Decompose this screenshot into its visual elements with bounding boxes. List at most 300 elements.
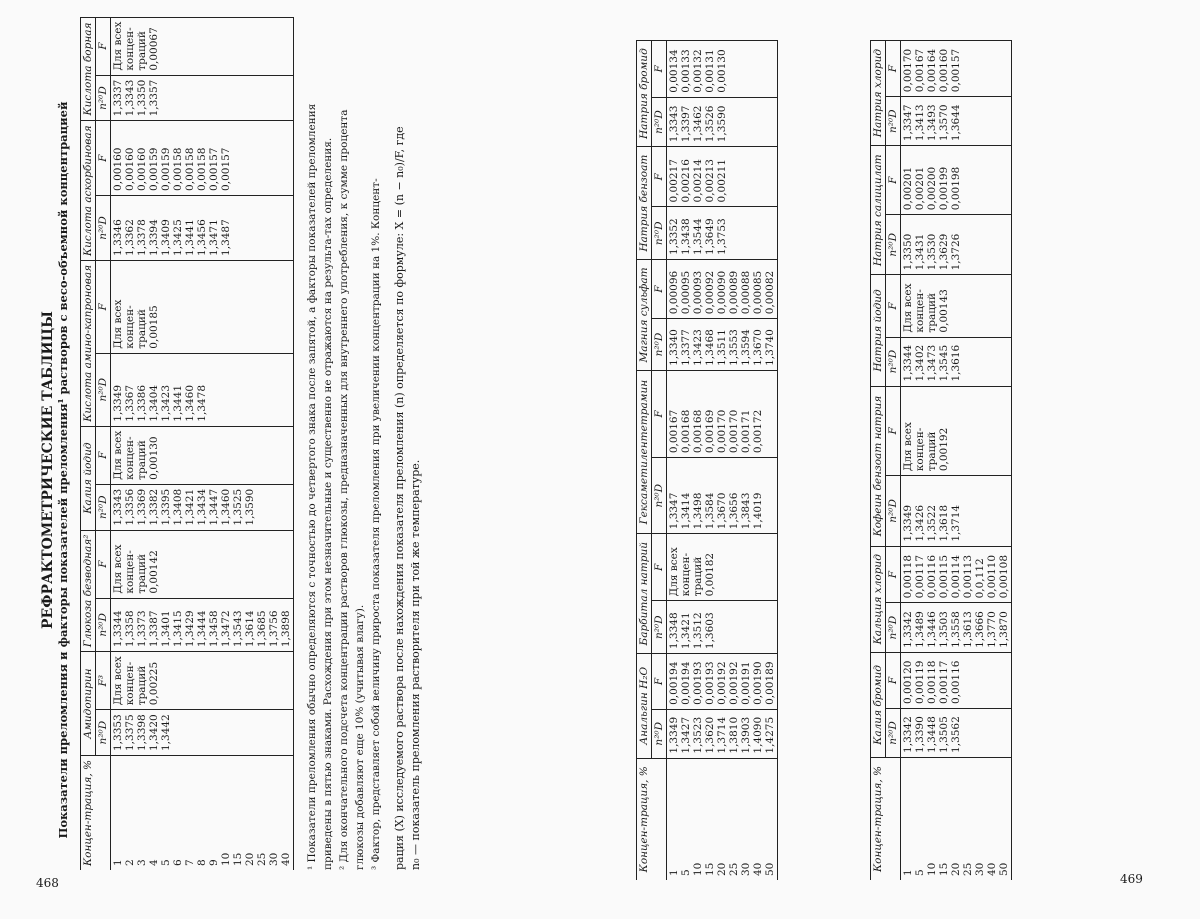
cell-value: 1,3456: [196, 219, 208, 256]
nd-column-lines: [902, 101, 962, 141]
nd-header: n²⁰D: [886, 708, 901, 757]
cell-value: 10: [220, 852, 232, 866]
nd-column: [111, 75, 294, 121]
cell-value: 0,00160: [112, 147, 124, 191]
cell-value: 0,00164: [926, 48, 938, 93]
f-column-lines: [902, 551, 1010, 599]
f-header: F: [652, 260, 667, 319]
cell-value: 0,00167: [668, 409, 680, 454]
cell-value: 0,00192: [728, 661, 740, 705]
f-column-lines: [112, 22, 160, 71]
cell-value: 0,00168: [692, 409, 704, 454]
page-number-left: 468: [36, 876, 59, 890]
cell-value: траций: [136, 440, 148, 480]
cell-value: 1,3414: [680, 492, 692, 530]
nd-column-lines: [668, 102, 728, 142]
cell-value: 0,00168: [680, 409, 692, 454]
cell-value: 0,00172: [752, 409, 764, 454]
cell-value: 1,3421: [184, 488, 196, 526]
f-column: [111, 260, 294, 353]
cell-value: 40: [986, 862, 998, 876]
table-row: [111, 17, 294, 870]
nd-header: n²⁰D: [96, 75, 111, 121]
cell-value: 0,00170: [902, 48, 914, 93]
f-column: [667, 534, 778, 601]
cell-value: 1,4019: [752, 492, 764, 530]
nd-column: [111, 353, 294, 426]
f-column: [667, 147, 778, 207]
cell-value: 0,00119: [914, 660, 926, 704]
cell-value: 1,3656: [728, 492, 740, 530]
nd-column: [901, 337, 1012, 386]
cell-value: 0,00191: [740, 661, 752, 705]
f-column: [111, 426, 294, 484]
cell-value: 1,3525: [232, 488, 244, 526]
cell-value: 1,3377: [680, 329, 692, 366]
cell-value: 1,3458: [208, 610, 220, 648]
cell-value: 0,00096: [668, 270, 680, 315]
nd-column: [667, 207, 778, 260]
cell-value: 0,00190: [752, 661, 764, 705]
cell-value: концен-: [124, 436, 136, 480]
cell-value: 1,3562: [950, 716, 962, 753]
cell-value: концен-: [680, 552, 692, 597]
cell-value: 0,00182: [704, 552, 716, 597]
nd-column: [901, 476, 1012, 547]
cell-value: 1,3512: [692, 612, 704, 650]
cell-value: 1,3493: [926, 104, 938, 142]
cell-value: 1,3386: [136, 384, 148, 422]
cell-value: 0,00160: [124, 147, 136, 191]
cell-value: 0,00169: [704, 409, 716, 454]
nd-column-lines: [902, 342, 962, 382]
cell-value: 0,00131: [704, 49, 716, 93]
cell-value: 1,3426: [914, 504, 926, 542]
f-column-lines: [112, 431, 160, 480]
f-header: F: [96, 260, 111, 353]
cell-value: 5: [914, 869, 926, 876]
cell-value: 1,3394: [148, 219, 160, 256]
cell-value: 1,3511: [716, 329, 728, 366]
cell-value: 1,3420: [148, 714, 160, 751]
conc-column-lines: [112, 760, 292, 866]
f-column: [667, 41, 778, 98]
refraction-table-2: [636, 40, 778, 880]
cell-value: 1,3425: [172, 219, 184, 256]
f-column: [901, 146, 1012, 215]
cell-value: 0,00143: [938, 289, 950, 333]
cell-value: траций: [926, 431, 938, 472]
cell-value: 1,3670: [752, 329, 764, 366]
f-header: F: [96, 426, 111, 484]
cell-value: Для всех: [902, 283, 914, 333]
nd-column: [111, 195, 294, 260]
cell-value: 1,3644: [950, 104, 962, 142]
cell-value: Для всех: [668, 547, 680, 597]
cell-value: 1,3347: [902, 104, 914, 142]
conc-column-lines: [902, 762, 1010, 876]
cell-value: 0,00092: [704, 270, 716, 315]
cell-value: 1,3427: [680, 716, 692, 754]
formula-note: рация (X) исследуемого раствора после нахождения показателя преломления (n) определяется по формуле: X = (n − n₀)/F, где: [393, 126, 406, 870]
f-column: [667, 654, 778, 710]
conc-column-lines: [668, 763, 776, 876]
cell-value: концен-: [124, 27, 136, 71]
cell-value: траций: [136, 31, 148, 71]
cell-value: 0,00117: [914, 554, 926, 599]
cell-value: 0,00185: [148, 305, 160, 349]
f-column: [901, 546, 1012, 603]
cell-value: 1,3344: [112, 610, 124, 648]
nd-header: n²⁰D: [886, 603, 901, 652]
cell-value: Для всех: [902, 422, 914, 472]
cell-value: 1,3337: [112, 79, 124, 117]
f-column-lines: [902, 279, 950, 332]
cell-value: 1,3349: [902, 504, 914, 542]
nd-column-lines: [668, 323, 776, 366]
nd-column: [901, 97, 1012, 146]
cell-value: 1,3460: [220, 488, 232, 526]
cell-value: 1,3543: [232, 610, 244, 648]
cell-value: 1,3382: [148, 488, 160, 526]
cell-value: 0,00193: [704, 661, 716, 705]
cell-value: 1,3594: [740, 329, 752, 366]
cell-value: 1,3613: [962, 611, 974, 648]
cell-value: 1,3375: [124, 714, 136, 751]
cell-value: 1,4275: [764, 716, 776, 754]
cell-value: Для всех: [112, 544, 124, 594]
f-column: [901, 41, 1012, 97]
left-page: [40, 21, 424, 870]
cell-value: 6: [172, 859, 184, 866]
conc-header: Концен-трация, %: [871, 757, 901, 880]
cell-value: 0,00082: [764, 270, 776, 315]
cell-value: 1,3401: [160, 610, 172, 648]
nd-header: n²⁰D: [886, 476, 901, 547]
f-column: [111, 530, 294, 598]
cell-value: 0,00132: [692, 49, 704, 93]
nd-header: n²⁰D: [652, 709, 667, 758]
cell-value: 1,3870: [998, 611, 1010, 648]
f-column: [901, 386, 1012, 476]
cell-value: 1,3714: [716, 716, 728, 754]
cell-value: 20: [950, 862, 962, 876]
cell-value: 1,3570: [938, 104, 950, 142]
cell-value: 1,3620: [704, 716, 716, 754]
cell-value: 0,00093: [692, 270, 704, 315]
nd-column: [667, 97, 778, 146]
footnote-3: ³ Фактор, представляет собой величину прироста показателя преломления при увеличении концентрации на 1%. Концент-: [370, 178, 382, 870]
cell-value: 5: [160, 859, 172, 866]
cell-value: 15: [704, 862, 716, 876]
cell-value: 1,3423: [160, 384, 172, 422]
cell-value: 0,00199: [938, 166, 950, 211]
group-header: Калия йодид: [81, 426, 96, 530]
cell-value: 1,3434: [196, 488, 208, 526]
cell-value: 1,3462: [692, 105, 704, 143]
group-header: Анальгин H₂O: [637, 654, 652, 759]
cell-value: 1: [902, 869, 914, 876]
cell-value: 1,3478: [196, 384, 208, 422]
group-header: Барбитал натрий: [637, 534, 652, 654]
cell-value: 1,3544: [692, 218, 704, 256]
cell-value: 1,3740: [764, 329, 776, 366]
cell-value: 1,3616: [950, 344, 962, 382]
cell-value: 0,00192: [938, 427, 950, 472]
cell-value: 1,3503: [938, 611, 950, 648]
f-column-lines: [668, 375, 764, 453]
cell-value: 0,00192: [716, 661, 728, 705]
cell-value: 7: [184, 859, 196, 866]
cell-value: 1,3460: [184, 384, 196, 422]
cell-value: 0,00117: [938, 660, 950, 704]
cell-value: 1,3356: [124, 488, 136, 526]
cell-value: 1,3438: [680, 218, 692, 256]
cell-value: 0,00170: [728, 409, 740, 454]
f-column-lines: [112, 125, 232, 191]
group-header: Кофеин бензоат натрия: [871, 386, 886, 546]
cell-value: 1,3431: [914, 233, 926, 271]
nd-header: n²⁰D: [96, 598, 111, 652]
cell-value: 1,3343: [668, 105, 680, 143]
cell-value: 1,3530: [926, 233, 938, 271]
cell-value: 1,3373: [136, 610, 148, 648]
cell-value: 0,00158: [172, 147, 184, 191]
nd-header: n²⁰D: [96, 710, 111, 756]
nd-column-lines: [112, 603, 292, 648]
cell-value: 1,3413: [914, 104, 926, 142]
cell-value: 0,00134: [668, 49, 680, 93]
cell-value: 0,00085: [752, 270, 764, 315]
cell-value: 1,3357: [148, 79, 160, 117]
nd-column: [111, 484, 294, 530]
cell-value: 0,00194: [668, 661, 680, 705]
cell-value: 30: [974, 862, 986, 876]
nd-column-lines: [902, 219, 962, 270]
nd-header: n²⁰D: [652, 97, 667, 146]
cell-value: 20: [716, 862, 728, 876]
group-header: Натрия бензоат: [637, 147, 652, 260]
group-header: Кислота аскорбиновая: [81, 121, 96, 261]
page-number-right: 469: [1120, 872, 1143, 886]
cell-value: 0,00157: [208, 147, 220, 191]
cell-value: Для всех: [112, 656, 124, 706]
cell-value: 1,3347: [668, 492, 680, 530]
nd-column-lines: [112, 489, 256, 526]
cell-value: Для всех: [112, 21, 124, 71]
cell-value: траций: [136, 554, 148, 594]
conc-column: [111, 756, 294, 871]
nd-column: [901, 708, 1012, 757]
group-header: Кислота амино-капроновая: [81, 260, 96, 426]
cell-value: 1,3629: [938, 233, 950, 271]
cell-value: 0,00115: [938, 554, 950, 599]
cell-value: 0,00158: [184, 147, 196, 191]
right-page: [636, 40, 778, 880]
cell-value: 1,3810: [728, 716, 740, 754]
f-column: [667, 370, 778, 457]
f-column-lines: [668, 658, 776, 705]
cell-value: траций: [692, 556, 704, 597]
cell-value: 1,3353: [112, 714, 124, 751]
nd-column: [111, 710, 294, 756]
cell-value: 0,00170: [716, 409, 728, 454]
nd-column-lines: [668, 714, 776, 754]
cell-value: 1,3346: [112, 219, 124, 256]
cell-value: 40: [752, 862, 764, 876]
nd-column-lines: [112, 714, 172, 751]
cell-value: 15: [938, 862, 950, 876]
nd-column-lines: [112, 80, 160, 117]
cell-value: 0,00200: [926, 166, 938, 211]
cell-value: 1,3402: [914, 344, 926, 382]
cell-value: 1,3487: [220, 219, 232, 256]
nd-column-lines: [668, 211, 728, 255]
cell-value: 0,00213: [704, 159, 716, 203]
cell-value: 10: [926, 862, 938, 876]
cell-value: 1,3442: [160, 714, 172, 751]
cell-value: 1,3498: [692, 492, 704, 530]
cell-value: 1,3390: [914, 716, 926, 753]
cell-value: 1,3441: [172, 384, 184, 422]
f-header: F: [652, 654, 667, 710]
nd-column: [667, 319, 778, 371]
cell-value: концен-: [124, 550, 136, 594]
nd-header: n²⁰D: [886, 337, 901, 386]
cell-value: 1,3618: [938, 504, 950, 542]
f-header: F: [96, 121, 111, 196]
cell-value: 0,00216: [680, 159, 692, 203]
f-header: F: [886, 546, 901, 603]
nd-header: n²⁰D: [886, 215, 901, 275]
cell-value: 30: [268, 852, 280, 866]
cell-value: 0,00225: [148, 661, 160, 706]
cell-value: 0,0,112: [974, 558, 986, 599]
cell-value: 0,00110: [986, 554, 998, 599]
cell-value: 1,3441: [184, 219, 196, 256]
cell-value: 0,00133: [680, 49, 692, 93]
f-header: F: [96, 17, 111, 75]
cell-value: 1,3726: [950, 233, 962, 271]
footnote-2: ² Для окончательного подсчета концентрации растворов глюкозы, предназначенных для внутреннего употребления, к сумме процента глюкозы добавляют еще 10% (учитывая влагу).: [338, 109, 366, 870]
page-title: РЕФРАКТОМЕТРИЧЕСКИЕ ТАБЛИЦЫ: [40, 311, 56, 629]
nd-header: n²⁰D: [652, 458, 667, 534]
f-header: F: [886, 386, 901, 476]
cell-value: 1,3898: [280, 610, 292, 648]
cell-value: 25: [256, 852, 268, 866]
cell-value: 1,3408: [172, 488, 184, 526]
cell-value: траций: [136, 665, 148, 706]
cell-value: 0,00198: [950, 166, 962, 211]
cell-value: 1,3505: [938, 716, 950, 753]
nd-column-lines: [668, 605, 716, 649]
nd-column-lines: [902, 607, 1010, 647]
cell-value: 8: [196, 859, 208, 866]
conc-header: Концен-трация, %: [637, 758, 667, 880]
cell-value: 1,3468: [704, 329, 716, 366]
cell-value: 0,00160: [136, 147, 148, 191]
cell-value: 0,00201: [902, 166, 914, 211]
table-row: [901, 41, 1012, 881]
group-header: Глюкоза безводная²: [81, 530, 96, 652]
cell-value: 1,3350: [136, 79, 148, 117]
group-header: Кальция хлорид: [871, 546, 886, 652]
group-header: Калия бромид: [871, 652, 886, 757]
f-header: F: [652, 370, 667, 457]
cell-value: 1,3670: [716, 492, 728, 530]
cell-value: 1,3553: [728, 329, 740, 366]
nd-column-lines: [902, 713, 962, 753]
cell-value: 0,00214: [692, 159, 704, 203]
nd-column-lines: [112, 200, 232, 256]
cell-value: концен-: [914, 289, 926, 333]
f-column-lines: [902, 391, 950, 472]
solvent-note: n₀ — показатель преломления растворителя при той же температуре.: [409, 459, 422, 870]
f-column: [111, 17, 294, 75]
cell-value: 1,3614: [244, 610, 256, 648]
nd-column-lines: [902, 480, 962, 542]
cell-value: 1,3404: [148, 384, 160, 422]
nd-column: [667, 458, 778, 534]
cell-value: 0,00171: [740, 409, 752, 454]
cell-value: 1,3343: [124, 79, 136, 117]
f-column-lines: [902, 150, 962, 210]
cell-value: 1,3770: [986, 611, 998, 648]
nd-column-lines: [668, 462, 764, 529]
cell-value: 1: [112, 859, 124, 866]
f-column-lines: [668, 264, 776, 314]
cell-value: 1,3558: [950, 611, 962, 648]
cell-value: 0,00194: [680, 661, 692, 705]
f-column: [111, 121, 294, 196]
cell-value: 1,3343: [112, 488, 124, 526]
cell-value: 0,00118: [926, 660, 938, 704]
nd-header: n²⁰D: [652, 319, 667, 371]
cell-value: 1,3471: [208, 219, 220, 256]
cell-value: 1,3349: [112, 384, 124, 422]
cell-value: 1,3423: [692, 329, 704, 366]
cell-value: концен-: [914, 427, 926, 472]
cell-value: 30: [740, 862, 752, 876]
cell-value: 1,3387: [148, 610, 160, 648]
cell-value: 1,3342: [902, 611, 914, 648]
cell-value: 1,3584: [704, 492, 716, 530]
cell-value: 2: [124, 859, 136, 866]
cell-value: 0,00114: [950, 554, 962, 599]
cell-value: 1,3843: [740, 492, 752, 530]
cell-value: 1,3352: [668, 218, 680, 256]
nd-header: n²⁰D: [96, 195, 111, 260]
cell-value: концен-: [124, 661, 136, 706]
cell-value: 1,3903: [740, 716, 752, 754]
cell-value: 0,00116: [950, 660, 962, 704]
cell-value: 1,3526: [704, 105, 716, 143]
cell-value: 15: [232, 852, 244, 866]
nd-column: [667, 601, 778, 654]
cell-value: 0,00067: [148, 27, 160, 71]
cell-value: 1,3590: [716, 105, 728, 143]
cell-value: 0,00089: [728, 270, 740, 315]
cell-value: 1,3378: [136, 219, 148, 256]
cell-value: 0,00211: [716, 159, 728, 203]
table-row: [667, 41, 778, 881]
cell-value: 0,00130: [716, 49, 728, 93]
cell-value: 1,3358: [124, 610, 136, 648]
group-header: Магния сульфат: [637, 260, 652, 371]
cell-value: 1,3446: [926, 611, 938, 648]
f-column-lines: [112, 656, 160, 705]
refraction-table-3: [870, 40, 1012, 880]
